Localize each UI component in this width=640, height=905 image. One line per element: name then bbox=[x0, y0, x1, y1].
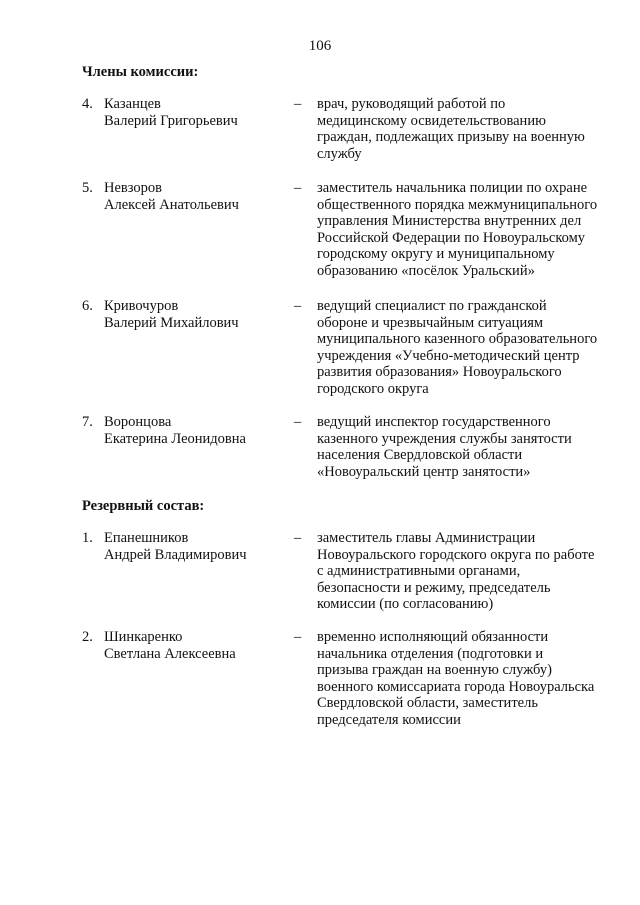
entry-number: 4. bbox=[82, 96, 93, 112]
position-line: «Новоуральский центр занятости» bbox=[317, 463, 531, 480]
given-names: Алексей Анатольевич bbox=[104, 196, 239, 213]
dash: – bbox=[294, 180, 302, 196]
position-line: заместитель главы Администрации bbox=[317, 530, 536, 546]
position-line: учреждения «Учебно-методический центр bbox=[317, 347, 580, 364]
position-line: временно исполняющий обязанности bbox=[317, 629, 549, 645]
given-names: Валерий Михайлович bbox=[104, 314, 239, 331]
member-name bbox=[104, 180, 304, 213]
position-line: обороне и чрезвычайным ситуациям bbox=[317, 314, 544, 331]
position-line: граждан, подлежащих призыву на военную bbox=[317, 129, 585, 146]
given-names: Андрей Владимирович bbox=[104, 546, 247, 563]
position-line: заместитель начальника полиции по охране bbox=[317, 180, 588, 196]
position-line: Свердловской области, заместитель bbox=[317, 695, 538, 712]
given-names: Светлана Алексеевна bbox=[104, 645, 236, 662]
dash: – bbox=[294, 298, 302, 314]
dash: – bbox=[294, 530, 302, 546]
dash: – bbox=[294, 629, 302, 645]
surname: Невзоров bbox=[104, 180, 162, 196]
position-line: управления Министерства внутренних дел bbox=[317, 213, 582, 230]
member-position bbox=[317, 96, 622, 162]
surname: Кривочуров bbox=[104, 298, 179, 314]
member-name bbox=[104, 414, 304, 447]
member-name bbox=[104, 530, 304, 563]
page-number: 106 bbox=[308, 38, 332, 54]
position-line: Новоуральского городского округа по работе bbox=[317, 546, 595, 563]
entry-number: 5. bbox=[82, 180, 93, 196]
position-line: врач, руководящий работой по bbox=[317, 96, 506, 112]
position-line: Российской Федерации по Новоуральскому bbox=[317, 229, 586, 246]
position-line: призыва граждан на военную службу) bbox=[317, 662, 552, 679]
given-names: Екатерина Леонидовна bbox=[104, 430, 246, 447]
position-line: развития образования» Новоуральского bbox=[317, 364, 562, 381]
position-line: казенного учреждения службы занятости bbox=[317, 430, 572, 447]
position-line: городскому округу и муниципальному bbox=[317, 246, 555, 263]
position-line: комиссии (по согласованию) bbox=[317, 596, 494, 613]
surname: Епанешников bbox=[104, 530, 189, 546]
position-line: военного комиссариата города Новоуральска bbox=[317, 678, 595, 695]
member-position bbox=[317, 180, 622, 280]
position-line: начальника отделения (подготовки и bbox=[317, 645, 544, 662]
position-line: ведущий специалист по гражданской bbox=[317, 298, 547, 314]
surname: Казанцев bbox=[104, 96, 161, 112]
dash: – bbox=[294, 414, 302, 430]
position-line: медицинскому освидетельствованию bbox=[317, 112, 546, 129]
position-line: муниципального казенного образовательного bbox=[317, 331, 598, 348]
entry-number: 7. bbox=[82, 414, 93, 430]
position-line: безопасности и режиму, председатель bbox=[317, 579, 551, 596]
given-names: Валерий Григорьевич bbox=[104, 112, 238, 129]
member-position bbox=[317, 414, 622, 480]
surname: Шинкаренко bbox=[104, 629, 183, 645]
dash: – bbox=[294, 96, 302, 112]
entry-number: 2. bbox=[82, 629, 93, 645]
position-line: населения Свердловской области bbox=[317, 447, 523, 464]
position-line: ведущий инспектор государственного bbox=[317, 414, 551, 430]
position-line: общественного порядка межмуниципального bbox=[317, 196, 598, 213]
member-position bbox=[317, 530, 622, 613]
entry-number: 1. bbox=[82, 530, 93, 546]
members-heading: Члены комиссии: bbox=[82, 64, 199, 80]
position-line: с административными органами, bbox=[317, 563, 521, 580]
member-name bbox=[104, 629, 304, 662]
position-line: образованию «посёлок Уральский» bbox=[317, 262, 535, 279]
member-name bbox=[104, 298, 304, 331]
member-name bbox=[104, 96, 304, 129]
member-position bbox=[317, 298, 622, 398]
position-line: городского округа bbox=[317, 380, 429, 397]
surname: Воронцова bbox=[104, 414, 172, 430]
member-position bbox=[317, 629, 622, 729]
entry-number: 6. bbox=[82, 298, 93, 314]
reserve-heading: Резервный состав: bbox=[82, 498, 205, 514]
position-line: службу bbox=[317, 145, 362, 162]
position-line: председателя комиссии bbox=[317, 711, 461, 728]
